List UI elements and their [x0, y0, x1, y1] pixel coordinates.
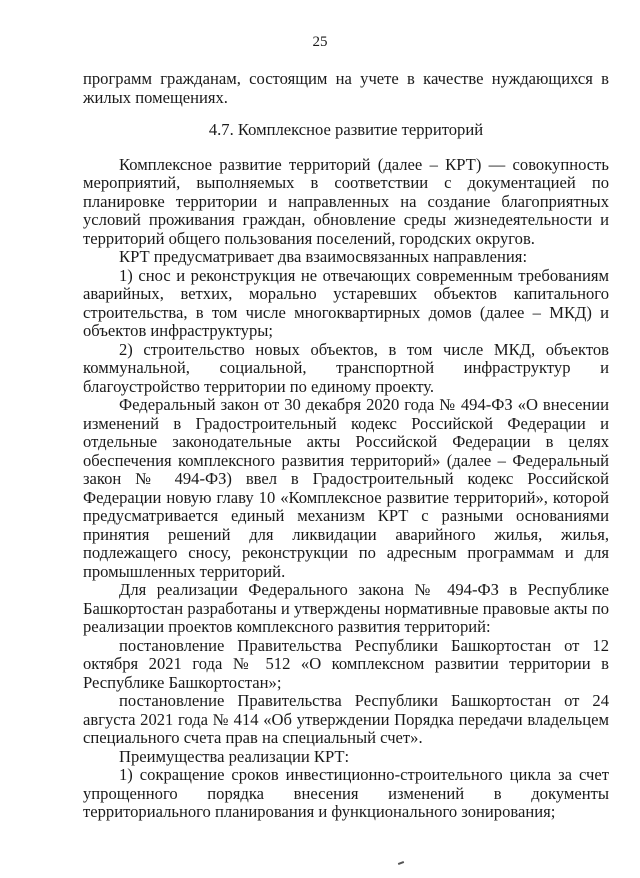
paragraph-krt-directions: КРТ предусматривает два взаимосвязанных направления: [119, 247, 528, 266]
paragraph-continuation: программ гражданам, состоящим на учете в качестве нуждающихся в жилых помещениях. [83, 69, 609, 107]
paragraph-advantages: Преимущества реализации КРТ: [119, 746, 350, 766]
paragraph-krt-definition: Комплексное развитие территорий (далее – КРТ) — совокупность мероприятий, выполняемых в соответствии с документацией по планировке территории и направленных на создание благоприятных условий проживания граждан, обновление среды жизнедеятельности и территорий общего пользования поселений, городских округов. [83, 154, 609, 248]
paragraph-implementation: Для реализации Федерального закона № 494-ФЗ в Республике Башкортостан разработаны и утверждены нормативные правовые акты по реализации проектов комплексного развития территорий: [83, 580, 609, 636]
list-item-direction-2: 2) строительство новых объектов, в том числе МКД, объектов коммунальной, социальной, транспортной инфраструктур и благоустройство территории по единому проекту. [83, 339, 609, 396]
list-item-direction-1: 1) снос и реконструкция не отвечающих современным требованиям аварийных, ветхих, морально устаревших объектов капитального строительства, в том числе многоквартирных домов (далее – МКД) и объектов инфраструктуры; [83, 265, 609, 340]
paragraph-federal-law: Федеральный закон от 30 декабря 2020 года № 494-ФЗ «О внесении изменений в Градостроительный кодекс Российской Федерации и отдельные законодательные акты Российской Федерации в целях обеспечения комплексного развития территорий» (далее – Федеральный закон № 494-ФЗ) ввел в Градостроительный кодекс Российской Федерации новую главу 10 «Комплексное развитие территорий», которой предусматривается единый механизм КРТ с разными основаниями принятия решений для ликвидации аварийного жилья, жилья, подлежащего сносу, реконструкции по адресным программам и для промышленных территорий. [83, 395, 609, 581]
list-item-resolution-512: постановление Правительства Республики Башкортостан от 12 октября 2021 года № 512 «О комплексном развитии территории в Республике Башкортостан»; [83, 635, 609, 692]
scan-artifact-mark [398, 861, 404, 865]
list-item-resolution-414: постановление Правительства Республики Башкортостан от 24 августа 2021 года № 414 «Об утверждении Порядка передачи владельцем специального счета прав на специальный счет». [83, 691, 609, 747]
section-heading: 4.7. Комплексное развитие территорий [208, 120, 484, 139]
list-item-advantage-1: 1) сокращение сроков инвестиционно-строительного цикла за счет упрощенного порядка внесения изменений в документы территориального планирования и функционального зонирования; [83, 765, 609, 821]
document-body [83, 70, 609, 822]
page-number: 25 [312, 34, 328, 50]
